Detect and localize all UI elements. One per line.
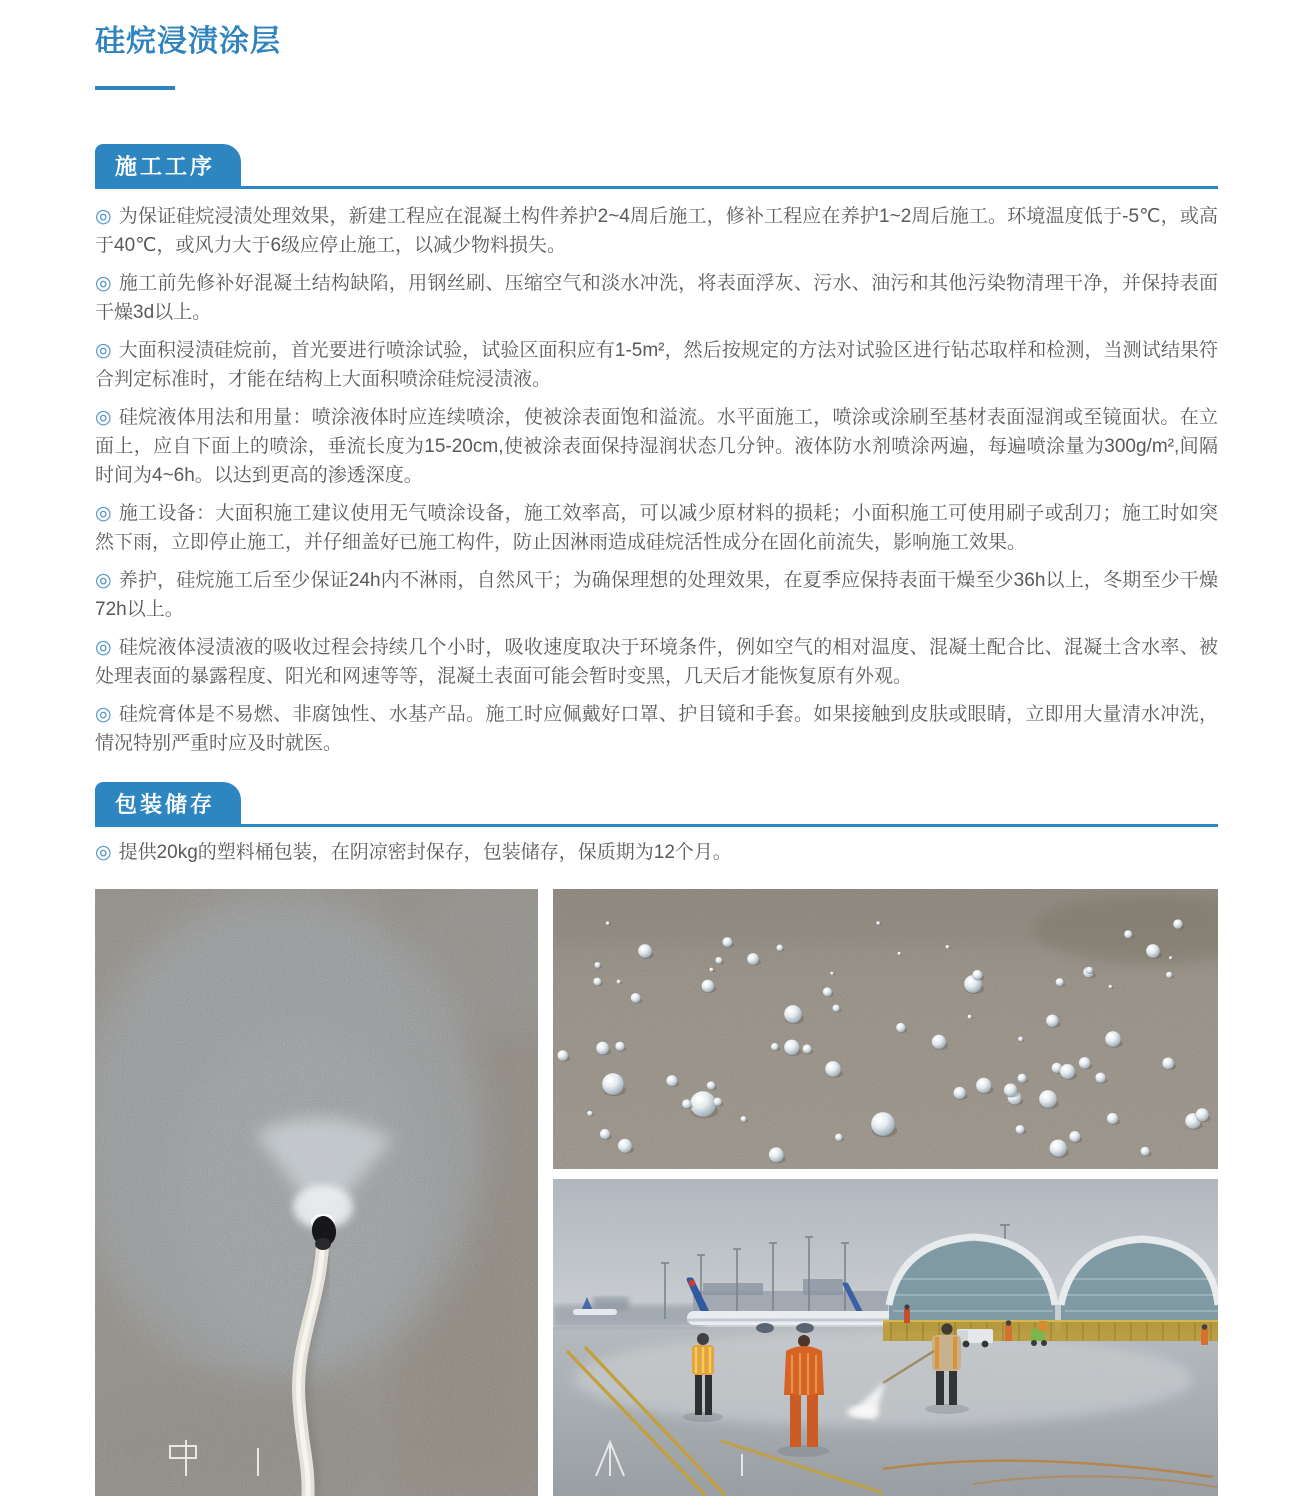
bullet-text: 为保证硅烷浸渍处理效果，新建工程应在混凝土构件养护2~4周后施工，修补工程应在养护1~2周后施工。环境温度低于-5℃，或高于40℃，或风力大于6级应停止施工，以减少物料损失。 — [95, 206, 1218, 256]
bullet-paragraph — [95, 566, 1218, 624]
section-header-construction — [95, 144, 1218, 189]
bullet-text: 施工前先修补好混凝土结构缺陷，用钢丝刷、压缩空气和淡水冲洗，将表面浮灰、污水、油污和其他污染物清理干净，并保持表面干燥3d以上。 — [95, 273, 1218, 323]
bullet-paragraph — [95, 202, 1218, 260]
bullet-paragraph — [95, 269, 1218, 327]
bullet-icon: ◎ — [95, 407, 112, 428]
bullet-icon: ◎ — [95, 842, 112, 863]
photo-silane-spray-on-concrete-wall — [95, 889, 538, 1496]
page-title: 硅烷浸渍涂层 — [95, 25, 281, 58]
bullet-text: 养护，硅烷施工后至少保证24h内不淋雨，自然风干；为确保理想的处理效果，在夏季应保持表面干燥至少36h以上，冬期至少干燥72h以上。 — [95, 570, 1218, 620]
bullet-paragraph — [95, 700, 1218, 758]
photo-grid — [95, 889, 1218, 1496]
bullet-paragraph — [95, 499, 1218, 557]
bullet-text: 大面积浸渍硅烷前，首光要进行喷涂试验，试验区面积应有1-5m²，然后按规定的方法对试验区进行钻芯取样和检测，当测试结果符合判定标准时，才能在结构上大面积喷涂硅烷浸渍液。 — [95, 340, 1218, 390]
bullet-icon: ◎ — [95, 503, 112, 524]
bullet-text: 硅烷液体用法和用量：喷涂液体时应连续喷涂，使被涂表面饱和溢流。水平面施工，喷涂或涂刷至基材表面湿润或至镜面状。在立面上，应自下面上的喷涂，垂流长度为15-20cm,使被涂表面保持湿润状态几分钟。液体防水剂喷涂两遍，每遍喷涂量为300g/m²,间隔时间为4~6h。以达到更高的渗透深度。 — [95, 407, 1218, 486]
section-tab: 施工工序 — [95, 144, 241, 186]
bullet-text: 施工设备：大面积施工建议使用无气喷涂设备，施工效率高，可以减少原材料的损耗；小面积施工可使用刷子或刮刀；施工时如突然下雨，立即停止施工，并仔细盖好已施工构件，防止因淋雨造成硅烷活性成分在固化前流失，影响施工效果。 — [95, 503, 1218, 553]
bullet-text: 硅烷液体浸渍液的吸收过程会持续几个小时，吸收速度取决于环境条件，例如空气的相对温度、混凝土配合比、混凝土含水率、被处理表面的暴露程度、阳光和网速等等，混凝土表面可能会暂时变黑，几天后才能恢复原有外观。 — [95, 637, 1218, 687]
bullet-paragraph — [95, 633, 1218, 691]
faint-bottom-sketch — [0, 1440, 1290, 1476]
bullet-text: 提供20kg的塑料桶包装，在阴凉密封保存，包装储存，保质期为12个月。 — [118, 842, 732, 863]
spray-wall-illustration — [95, 889, 538, 1496]
photo-column-right — [553, 889, 1218, 1496]
bullet-icon: ◎ — [95, 570, 112, 591]
packaging-bullet-list — [95, 838, 1218, 867]
bullet-paragraph — [95, 838, 1218, 867]
construction-bullet-list — [95, 202, 1218, 758]
bullet-icon: ◎ — [95, 704, 112, 725]
section-header-packaging — [95, 782, 1218, 827]
water-beads-illustration — [553, 889, 1218, 1169]
bullet-text: 硅烷膏体是不易燃、非腐蚀性、水基产品。施工时应佩戴好口罩、护目镜和手套。如果接触到皮肤或眼睛，立即用大量清水冲洗，情况特别严重时应及时就医。 — [95, 704, 1218, 754]
photo-water-beading-on-treated-concrete — [553, 889, 1218, 1169]
bullet-paragraph — [95, 403, 1218, 490]
section-tab: 包装储存 — [95, 782, 241, 824]
bullet-icon: ◎ — [95, 273, 112, 294]
bullet-paragraph — [95, 336, 1218, 394]
title-underline — [95, 86, 175, 90]
document-page — [95, 0, 1218, 1496]
bullet-icon: ◎ — [95, 340, 112, 361]
bullet-icon: ◎ — [95, 637, 112, 658]
bullet-icon: ◎ — [95, 206, 112, 227]
